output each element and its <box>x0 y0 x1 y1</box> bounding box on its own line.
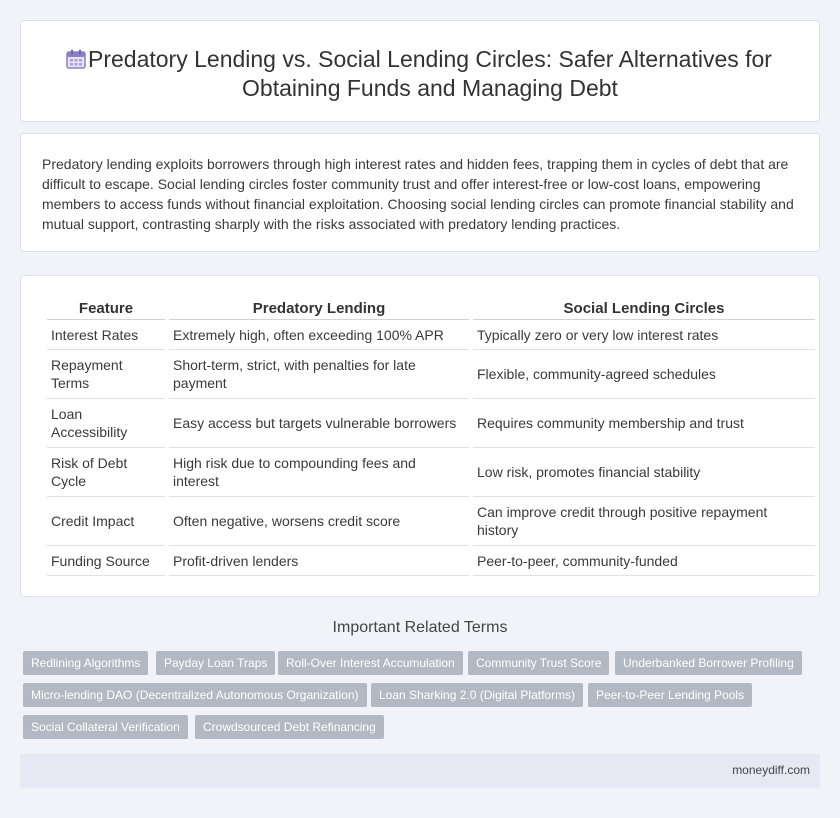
header-card <box>20 20 820 122</box>
footer-site: moneydiff.com <box>732 763 810 777</box>
cell-predatory: Often negative, worsens credit score <box>169 497 469 546</box>
related-term-tag[interactable]: Payday Loan Traps <box>156 651 275 675</box>
cell-feature: Interest Rates <box>47 320 165 350</box>
related-term-tag[interactable]: Underbanked Borrower Profiling <box>615 651 802 675</box>
related-term-tag[interactable]: Crowdsourced Debt Refinancing <box>195 715 384 739</box>
page-title: Predatory Lending vs. Social Lending Circles: Safer Alternatives for Obtaining Funds and Managing Debt <box>88 46 772 101</box>
cell-predatory: Extremely high, often exceeding 100% APR <box>169 320 469 350</box>
related-term-tag[interactable]: Roll-Over Interest Accumulation <box>278 651 463 675</box>
related-term-tag[interactable]: Micro-lending DAO (Decentralized Autonomous Organization) <box>23 683 367 707</box>
cell-social: Low risk, promotes financial stability <box>473 448 815 497</box>
cell-predatory: Profit-driven lenders <box>169 546 469 576</box>
cell-social: Typically zero or very low interest rates <box>473 320 815 350</box>
table-row <box>47 448 815 497</box>
table-row <box>47 320 815 350</box>
header-predatory-lending: Predatory Lending <box>169 294 469 320</box>
related-term-tag[interactable]: Social Collateral Verification <box>23 715 188 739</box>
cell-predatory: Short-term, strict, with penalties for late payment <box>169 350 469 399</box>
comparison-table-card <box>20 275 820 597</box>
related-term-tag[interactable]: Redlining Algorithms <box>23 651 148 675</box>
table-row <box>47 399 815 448</box>
comparison-table <box>43 294 819 576</box>
cell-feature: Funding Source <box>47 546 165 576</box>
cell-feature: Repayment Terms <box>47 350 165 399</box>
header-feature: Feature <box>47 294 165 320</box>
related-term-tag[interactable]: Community Trust Score <box>468 651 609 675</box>
cell-social: Peer-to-peer, community-funded <box>473 546 815 576</box>
related-term-tag[interactable]: Peer-to-Peer Lending Pools <box>588 683 752 707</box>
cell-predatory: Easy access but targets vulnerable borrowers <box>169 399 469 448</box>
cell-social: Flexible, community-agreed schedules <box>473 350 815 399</box>
cell-predatory: High risk due to compounding fees and interest <box>169 448 469 497</box>
table-row <box>47 546 815 576</box>
intro-card <box>20 133 820 252</box>
table-row <box>47 350 815 399</box>
footer <box>20 754 820 788</box>
intro-paragraph: Predatory lending exploits borrowers through high interest rates and hidden fees, trapping them in cycles of debt that are difficult to escape. Social lending circles foster community trust and offer interest-free or low-cost loans, empowering members to access funds without financial exploitation. Choosing social lending circles can promote financial stability and mutual support, contrasting sharply with the risks associated with predatory lending practices. <box>42 156 794 232</box>
cell-social: Requires community membership and trust <box>473 399 815 448</box>
cell-social: Can improve credit through positive repayment history <box>473 497 815 546</box>
table-row <box>47 497 815 546</box>
cell-feature: Loan Accessibility <box>47 399 165 448</box>
related-terms-title: Important Related Terms <box>332 619 508 636</box>
cell-feature: Credit Impact <box>47 497 165 546</box>
related-term-tag[interactable]: Loan Sharking 2.0 (Digital Platforms) <box>371 683 583 707</box>
table-header-row <box>47 294 815 320</box>
header-social-lending-circles: Social Lending Circles <box>473 294 815 320</box>
cell-feature: Risk of Debt Cycle <box>47 448 165 497</box>
